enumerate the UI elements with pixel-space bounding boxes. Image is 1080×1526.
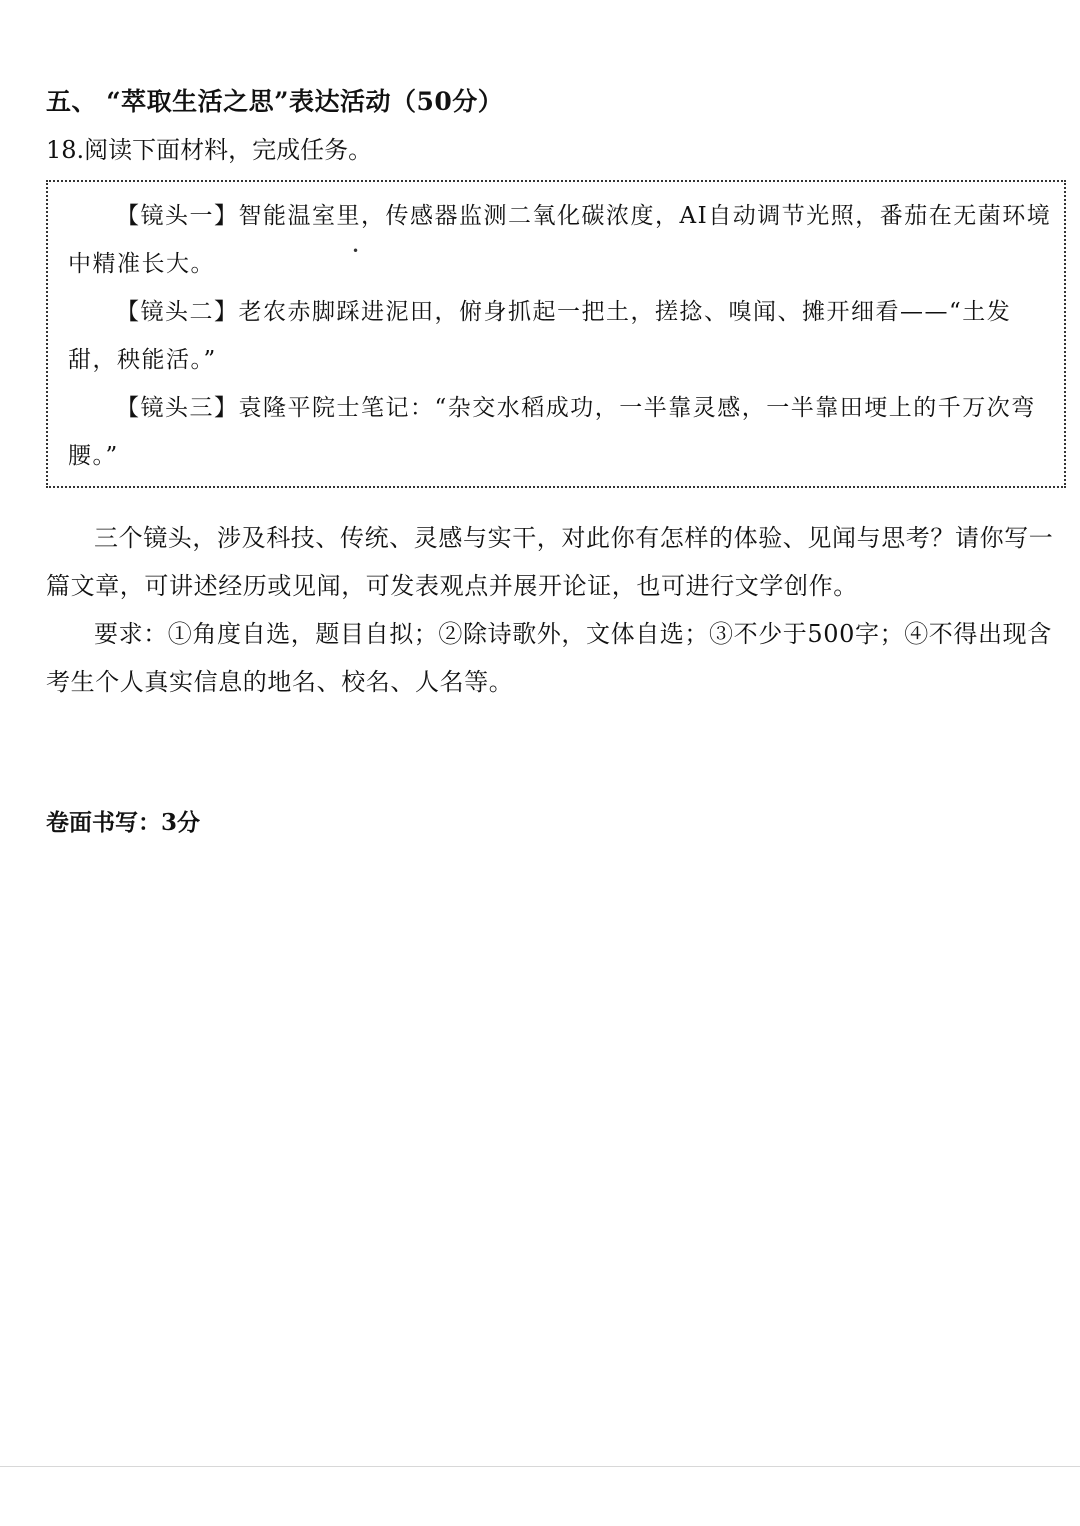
shot-one-text: 【镜头一】智能温室里，传感器监测二氧化碳浓度，AI自动调节光照，番茄在无菌环境中精准长大。	[68, 203, 1052, 277]
section-heading: 五、 “萃取生活之思”表达活动（50分）	[46, 87, 504, 116]
stray-ink-mark: •	[352, 244, 360, 258]
shot-two-text: 【镜头二】老农赤脚踩进泥田，俯身抓起一把土，搓捻、嗅闻、摊开细看——“土发甜，秧能活。”	[68, 299, 1012, 373]
handwriting-score: 卷面书写：3分	[46, 809, 201, 836]
material-box	[46, 180, 1066, 488]
shot-three-text: 【镜头三】袁隆平院士笔记：“杂交水稻成功，一半靠灵感，一半靠田埂上的千万次弯腰。”	[68, 395, 1036, 469]
question-stem: 18.阅读下面材料，完成任务。	[46, 136, 373, 164]
page-bottom-divider	[0, 1466, 1080, 1467]
writing-requirements: 要求：①角度自选，题目自拟；②除诗歌外，文体自选；③不少于500字；④不得出现含考生个人真实信息的地名、校名、人名等。	[46, 620, 1052, 696]
writing-prompt: 三个镜头，涉及科技、传统、灵感与实干，对此你有怎样的体验、见闻与思考？请你写一篇文章，可讲述经历或见闻，可发表观点并展开论证，也可进行文学创作。	[46, 524, 1054, 600]
